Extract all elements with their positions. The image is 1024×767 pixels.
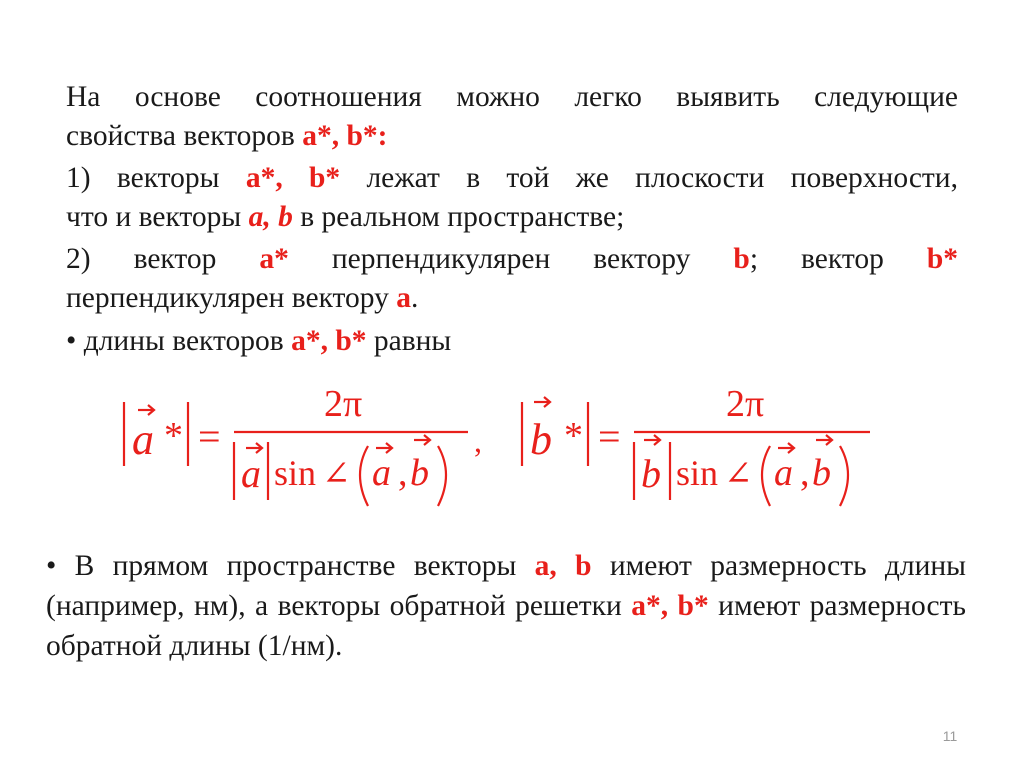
formulas-svg xyxy=(108,372,888,522)
intro-text-2: свойства векторов xyxy=(66,120,303,152)
item-2-text-4: . xyxy=(411,282,419,314)
formula-b-equals: = xyxy=(598,414,621,459)
item-2-vec-a-star: a* xyxy=(259,243,289,275)
item-1-line-1 xyxy=(66,159,958,198)
page-number: 11 xyxy=(942,728,958,744)
bullet-dimensions-text-2: имеют размерность обратной длины (1/нм). xyxy=(46,590,966,662)
denom-b-comma: , xyxy=(800,452,810,494)
item-2-prefix: 2) вектор xyxy=(66,243,260,275)
vector-arrow-icon xyxy=(534,397,550,407)
vector-arrow-icon xyxy=(644,435,660,445)
denom-a-angle: ∠ xyxy=(322,456,351,493)
vector-arrow-icon xyxy=(816,435,832,445)
intro-line-2 xyxy=(66,117,958,156)
denom-a-arg-b: b xyxy=(410,452,429,494)
intro-text-1: На основе соотношения можно легко выявить следующие xyxy=(66,81,958,113)
formula-a-star-mark: * xyxy=(164,415,183,457)
denom-b-angle: ∠ xyxy=(724,456,753,493)
denom-a-arg-a: a xyxy=(372,452,391,494)
formula-a-equals: = xyxy=(198,414,221,459)
bullet-lengths xyxy=(66,322,958,361)
item-1-text-2: что и векторы xyxy=(66,201,249,233)
item-2-text-2: ; вектор xyxy=(749,243,927,275)
denom-a-paren-close xyxy=(438,446,446,506)
vector-arrow-icon xyxy=(138,405,154,415)
item-2-line-1 xyxy=(66,240,958,279)
denom-a-paren-open xyxy=(360,446,368,506)
vector-arrow-icon xyxy=(414,435,430,445)
bullet-dimensions-reciprocal-vectors: a*, b* xyxy=(631,590,709,622)
bullet-lengths-suffix: равны xyxy=(366,325,452,357)
item-2-vec-b: b xyxy=(733,243,750,275)
formula-a-star xyxy=(124,383,482,506)
item-1-real-vectors: a, b xyxy=(248,201,293,233)
formula-a-var: a xyxy=(132,415,154,464)
denom-b-arg-a: a xyxy=(774,452,793,494)
denom-a-comma: , xyxy=(398,452,408,494)
formula-b-var: b xyxy=(530,415,552,464)
bullet-lengths-vectors: a*, b* xyxy=(291,325,367,357)
denom-b-arg-b: b xyxy=(812,452,831,494)
intro-line-1 xyxy=(66,78,958,117)
item-1-prefix: 1) векторы xyxy=(66,162,246,194)
item-1-text-3: в реальном пространстве; xyxy=(292,201,625,233)
bullet-dimensions xyxy=(46,546,966,666)
formula-b-star xyxy=(522,383,870,506)
formula-separator-comma: , xyxy=(474,423,482,459)
denom-b-sin: sin xyxy=(676,453,719,493)
bullet-dimensions-prefix: • В прямом пространстве векторы xyxy=(46,550,535,582)
bullet-lengths-prefix: • длины векторов xyxy=(66,325,292,357)
item-2-text-1: перпендикулярен вектору xyxy=(288,243,734,275)
item-2-vec-a: a xyxy=(396,282,412,314)
formula-b-star-mark: * xyxy=(564,415,583,457)
denom-a-sin: sin xyxy=(274,453,317,493)
reciprocal-length-formulas xyxy=(108,372,888,522)
denom-b-var: b xyxy=(641,451,661,496)
intro-tail: *: xyxy=(362,120,388,152)
bullet-dimensions-real-vectors: a, b xyxy=(534,550,592,582)
formula-b-numerator: 2π xyxy=(726,383,765,425)
denom-b-paren-open xyxy=(762,446,770,506)
item-1-text-1: лежат в той же плоскости поверхности, xyxy=(340,162,958,194)
intro-vectors: a*, b xyxy=(302,120,363,152)
denom-b-paren-close xyxy=(840,446,848,506)
bullet-dimensions-text-1: имеют размерность длины (например, нм), а векторы обратной решетки xyxy=(46,550,966,622)
denom-a-var: a xyxy=(241,451,261,496)
item-1-vectors: a*, b* xyxy=(245,162,341,194)
item-2-vec-b-star: b* xyxy=(926,243,959,275)
item-2-line-2 xyxy=(66,279,958,318)
item-1-line-2 xyxy=(66,198,958,237)
item-2-text-3: перпендикулярен вектору xyxy=(66,282,397,314)
formula-a-numerator: 2π xyxy=(324,383,363,425)
